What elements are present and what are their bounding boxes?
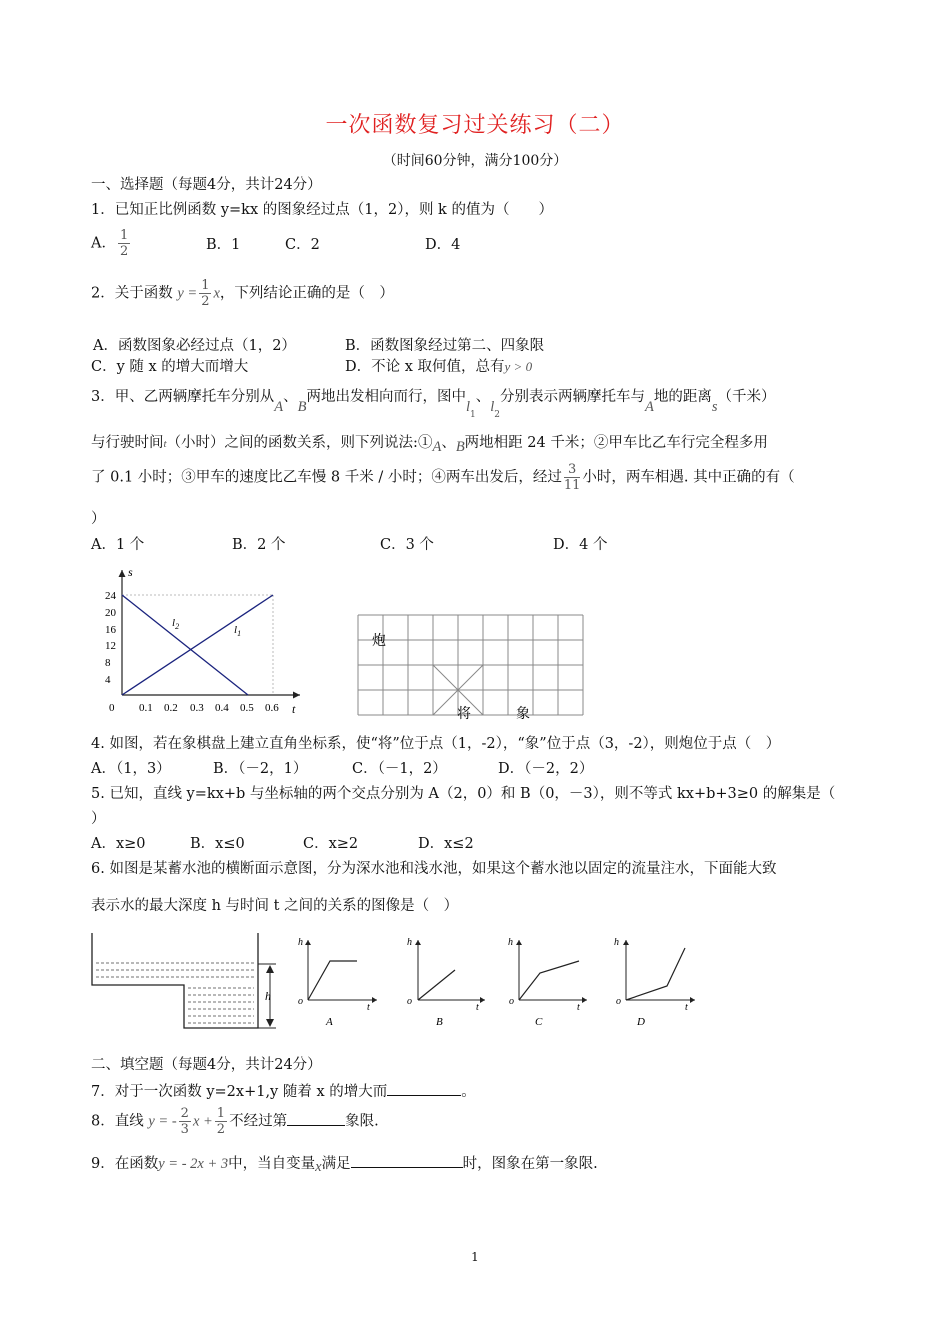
question-3-line-4: ） xyxy=(91,511,106,527)
graph-label: B xyxy=(436,1016,443,1028)
y-tick-label: 4 xyxy=(105,674,111,686)
t-label: t xyxy=(476,1002,479,1013)
fraction xyxy=(199,278,211,309)
question-6-line-1: 6. 如图是某蓄水池的横断面示意图，分为深水池和浅水池，如果这个蓄水池以固定的流量注水，下面能大致 xyxy=(91,861,777,877)
graph-option-a xyxy=(298,937,377,1028)
text: 不经过第 xyxy=(229,1113,288,1130)
xiang-piece: 象 xyxy=(516,706,530,720)
question-1-option-a xyxy=(91,228,132,268)
depth-label: h xyxy=(265,989,271,1003)
text: 分别表示两辆摩托车与 xyxy=(499,389,645,405)
question-3-line-2 xyxy=(91,434,768,453)
question-1-option-d: D．4 xyxy=(425,237,461,253)
question-5-stem: 5. 已知，直线 y=kx+b 与坐标轴的两个交点分别为 A（2，0）和 B（0，－3），则不等式 kx+b+3≥0 的解集是（ xyxy=(91,786,836,802)
y-tick-label: 20 xyxy=(105,607,116,619)
inequality: y > 0 xyxy=(504,359,533,374)
fraction xyxy=(564,462,581,493)
text: 9．在函数 xyxy=(91,1156,159,1172)
curve-c xyxy=(519,961,579,1000)
h-label: h xyxy=(508,937,513,948)
question-4-option-b: B．（－2，1） xyxy=(213,761,308,777)
formula-y: y = xyxy=(177,285,198,302)
numerator: 1 xyxy=(119,228,129,243)
graph-option-b xyxy=(407,937,485,1028)
line-l1: l xyxy=(465,399,470,415)
question-2-option-d xyxy=(345,358,532,376)
section-2-heading: 二、填空题（每题4分，共计24分） xyxy=(91,1057,322,1073)
denominator: 2 xyxy=(201,294,210,309)
origin-label: o xyxy=(298,996,303,1007)
line-l2: l xyxy=(490,399,495,415)
x-tick-label: 0.5 xyxy=(240,702,254,714)
arrow-up-icon xyxy=(266,965,274,973)
text: 、 xyxy=(441,435,456,451)
text: 7．对于一次函数 y=2x+1,y 随着 x 的增大而 xyxy=(91,1084,388,1100)
text: 中，当自变量 xyxy=(228,1156,316,1172)
subscript: 1 xyxy=(469,409,476,420)
y-axis-label: s xyxy=(128,565,133,579)
page-subtitle: （时间60分钟，满分100分） xyxy=(382,153,568,169)
answer-blank[interactable] xyxy=(351,1153,463,1168)
option-text: D．不论 x 取何值，总有 xyxy=(345,359,505,375)
text: 两地出发相向而行，图中 xyxy=(306,389,466,405)
stem-text-post: ，下列结论正确的是（ ） xyxy=(219,285,394,302)
formula-x: x + xyxy=(192,1113,213,1130)
point-b: B xyxy=(455,439,465,455)
text: 。 xyxy=(461,1084,476,1100)
option-graphs xyxy=(290,930,710,1030)
jiang-piece: 将 xyxy=(457,706,471,720)
var-t: t xyxy=(163,438,167,450)
text: 小时，两车相遇. 其中正确的有（ xyxy=(582,469,795,486)
numerator: 1 xyxy=(216,1106,226,1121)
formula-x: x xyxy=(213,285,220,302)
graph-option-c xyxy=(508,937,587,1028)
option-label: A． xyxy=(91,235,116,252)
graph-option-d xyxy=(614,937,695,1028)
x-tick-label: 0.6 xyxy=(265,702,279,714)
question-2-option-a: A．函数图象必经过点（1，2） xyxy=(93,338,296,354)
question-1-option-b: B．1 xyxy=(206,237,241,253)
origin-label: 0 xyxy=(109,702,115,714)
formula: y = - 2x + 3 xyxy=(158,1156,229,1172)
var-s: s xyxy=(711,399,718,415)
curve-a xyxy=(308,961,357,1000)
question-4-option-c: C．（－1，2） xyxy=(352,761,447,777)
graph-label: D xyxy=(637,1016,645,1028)
chess-board xyxy=(350,610,590,720)
question-3-option-a: A．1 个 xyxy=(91,537,145,553)
y-tick-labels xyxy=(105,590,117,686)
point-a: A xyxy=(274,399,284,415)
text: 与行驶时间 xyxy=(91,435,164,451)
x-tick-label: 0.3 xyxy=(190,702,204,714)
y-tick-label: 24 xyxy=(105,590,116,602)
question-5-option-b: B．x≤0 xyxy=(190,836,245,852)
question-3-option-b: B．2 个 xyxy=(232,537,286,553)
text: 时，图象在第一象限. xyxy=(462,1156,598,1172)
y-tick-label: 8 xyxy=(105,657,111,669)
stem-text: 2．关于函数 xyxy=(91,285,173,302)
numerator: 2 xyxy=(180,1106,189,1121)
y-tick-label: 12 xyxy=(105,640,116,652)
question-3-line-1 xyxy=(91,388,776,418)
h-label: h xyxy=(407,937,412,948)
water-lines xyxy=(96,963,254,1023)
fraction xyxy=(215,1106,227,1137)
x-axis-label: t xyxy=(292,702,296,716)
question-1-stem: 1．已知正比例函数 y=kx 的图象经过点（1，2），则 k 的值为（ ） xyxy=(91,202,553,218)
numerator: 1 xyxy=(201,278,210,293)
reservoir-diagram xyxy=(88,928,288,1033)
text: （小时）之间的函数关系，则下列说法:① xyxy=(166,435,433,451)
question-1-option-c: C．2 xyxy=(285,237,320,253)
question-2-stem xyxy=(91,278,394,318)
question-3-option-c: C．3 个 xyxy=(380,537,434,553)
pao-piece: 炮 xyxy=(372,633,386,649)
question-9 xyxy=(91,1153,598,1173)
text: 两地相距 24 千米；②甲车比乙车行完全程多用 xyxy=(464,435,768,451)
point-a: A xyxy=(432,439,442,455)
curve-d xyxy=(626,948,685,1000)
board-grid xyxy=(358,615,583,715)
question-3-option-d: D．4 个 xyxy=(553,537,608,553)
denominator: 11 xyxy=(563,478,581,493)
line-l2 xyxy=(122,595,248,695)
question-4-stem: 4. 如图，若在象棋盘上建立直角坐标系，使“将”位于点（1，-2），“象”位于点（3，-2），则炮位于点（ ） xyxy=(91,736,781,752)
text: 地的距离 xyxy=(653,389,712,405)
denominator: 3 xyxy=(180,1122,189,1137)
question-7 xyxy=(91,1081,476,1101)
page-number: 1 xyxy=(471,1250,479,1264)
graph-label: C xyxy=(535,1016,543,1028)
text: 象限. xyxy=(345,1113,379,1130)
page-title: 一次函数复习过关练习（二） xyxy=(325,113,625,138)
question-5-option-c: C．x≥2 xyxy=(303,836,359,852)
fraction xyxy=(179,1106,191,1137)
question-5-option-d: D．x≤2 xyxy=(418,836,474,852)
text: 、 xyxy=(283,389,298,405)
line-l1-label: $l_1$ xyxy=(234,624,242,638)
question-2-option-b: B．函数图象经过第二、四象限 xyxy=(345,338,545,354)
subscript: 2 xyxy=(494,409,500,420)
text: （千米） xyxy=(717,389,776,405)
h-label: h xyxy=(614,937,619,948)
x-tick-label: 0.1 xyxy=(139,702,153,714)
question-6-line-2: 表示水的最大深度 h 与时间 t 之间的关系的图像是（ ） xyxy=(91,898,459,914)
line-l1 xyxy=(122,595,273,695)
origin-label: o xyxy=(407,996,412,1007)
y-tick-label: 16 xyxy=(105,624,116,636)
text: 、 xyxy=(475,389,491,405)
t-label: t xyxy=(685,1002,688,1013)
fraction xyxy=(118,228,130,259)
line-l2-label: $l_2$ xyxy=(172,617,180,631)
question-3-line-3 xyxy=(91,462,795,502)
x-tick-label: 0.4 xyxy=(215,702,229,714)
point-b: B xyxy=(297,399,307,415)
text: 8．直线 xyxy=(91,1113,144,1130)
reservoir-outline xyxy=(92,933,258,1028)
t-label: t xyxy=(367,1002,370,1013)
text: 3．甲、乙两辆摩托车分别从 xyxy=(91,389,275,405)
question-2-option-c: C．y 随 x 的增大而增大 xyxy=(91,359,249,375)
text: 了 0.1 小时；③甲车的速度比乙车慢 8 千米 / 小时；④两车出发后，经过 xyxy=(91,469,562,486)
distance-time-graph xyxy=(95,562,320,722)
question-8 xyxy=(91,1106,379,1150)
answer-blank[interactable] xyxy=(387,1081,461,1096)
x-tick-labels xyxy=(139,702,279,714)
origin-label: o xyxy=(509,996,514,1007)
question-4-option-d: D．（－2，2） xyxy=(498,761,594,777)
curve-b xyxy=(418,970,455,1000)
point-a: A xyxy=(644,399,654,415)
formula-y: y = - xyxy=(148,1113,177,1130)
numerator: 3 xyxy=(564,462,581,478)
origin-label: o xyxy=(616,996,621,1007)
graph-label: A xyxy=(326,1016,333,1028)
var-x: x xyxy=(315,1159,322,1175)
x-tick-label: 0.2 xyxy=(164,702,178,714)
t-label: t xyxy=(577,1002,580,1013)
h-label: h xyxy=(298,937,303,948)
question-5-option-a: A．x≥0 xyxy=(91,836,146,852)
answer-blank[interactable] xyxy=(287,1111,345,1126)
denominator: 2 xyxy=(119,244,129,259)
arrow-down-icon xyxy=(266,1019,274,1027)
text: 满足 xyxy=(321,1156,351,1172)
question-5-stem-end: ） xyxy=(91,811,106,827)
denominator: 2 xyxy=(216,1122,226,1137)
question-4-option-a: A．（1，3） xyxy=(91,761,171,777)
section-1-heading: 一、选择题（每题4分，共计24分） xyxy=(91,177,322,193)
